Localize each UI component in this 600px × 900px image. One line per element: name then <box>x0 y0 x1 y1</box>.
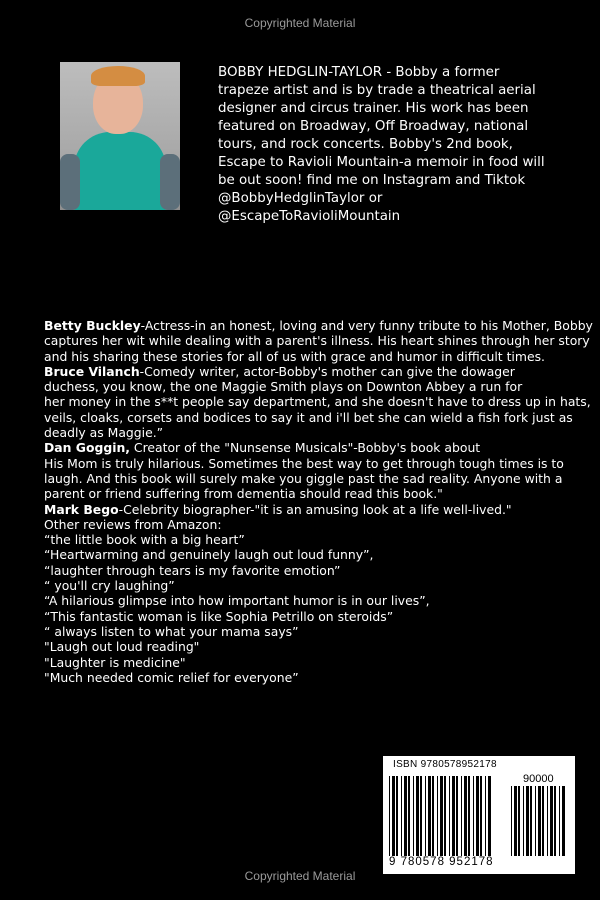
bio-line: trapeze artist and is by trade a theatrical aerial <box>218 83 536 98</box>
review-text: -Comedy writer, actor-Bobby's mother can give the dowager <box>139 363 515 379</box>
bio-line: @BobbyHedglinTaylor or <box>218 191 383 206</box>
barcode-bar <box>416 776 419 856</box>
review-line <box>44 471 564 486</box>
barcode-bar <box>562 786 565 856</box>
review-line <box>44 456 564 471</box>
review-text: Other reviews from Amazon: <box>44 516 222 532</box>
reviewer-name: Bruce Vilanch <box>44 363 140 379</box>
review-text: parent or friend suffering from dementia should read this book." <box>44 486 443 502</box>
review-text: "Much needed comic relief for everyone” <box>44 669 299 685</box>
review-text: “the little book with a big heart” <box>44 532 245 548</box>
review-text: “laughter through tears is my favorite emotion” <box>44 562 341 578</box>
photo-shirt <box>74 132 166 210</box>
barcode-bar <box>485 776 486 856</box>
bio-line: be out soon! find me on Instagram and Tiktok <box>218 173 526 188</box>
review-text: her money in the s**t people say department, and she doesn't have to dress up in hats, <box>44 394 591 410</box>
barcode-bar <box>452 776 455 856</box>
bio-line: Escape to Ravioli Mountain-a memoir in food will <box>218 155 545 170</box>
barcode-bar <box>468 776 470 856</box>
review-line <box>44 379 564 394</box>
reviews-section <box>44 318 593 685</box>
review-line <box>44 563 564 578</box>
barcode-bar <box>404 776 407 856</box>
review-line <box>44 394 591 410</box>
review-line <box>44 364 564 379</box>
review-text: veils, cloaks, corsets and bodices to say it and i'll bet she can wield a fish fork just as <box>44 409 573 425</box>
review-line <box>44 609 564 624</box>
review-text: His Mom is truly hilarious. Sometimes the best way to get through tough times is to <box>44 455 564 471</box>
barcode-bar <box>437 776 438 856</box>
barcode-bar <box>530 786 532 856</box>
review-line <box>44 486 564 501</box>
barcode-addon-number: 90000 <box>523 773 554 785</box>
barcode-bar <box>428 776 431 856</box>
barcode-bar <box>456 776 458 856</box>
review-line <box>44 502 564 517</box>
photo-arm-left <box>60 154 80 210</box>
review-text: Creator of the "Nunsense Musicals"-Bobby's book about <box>129 440 481 456</box>
reviewer-name: Betty Buckley <box>44 318 141 333</box>
copyright-watermark-bottom: Copyrighted Material <box>244 869 356 883</box>
barcode-bar <box>425 776 426 856</box>
review-line <box>44 440 564 455</box>
photo-hair <box>91 66 145 86</box>
review-line <box>44 349 564 364</box>
barcode-bar <box>542 786 544 856</box>
barcode-bar <box>476 776 479 856</box>
review-text: “This fantastic woman is like Sophia Petrillo on steroids” <box>44 608 394 624</box>
barcode-bar <box>550 786 553 856</box>
reviewer-name: Dan Goggin, <box>44 440 130 456</box>
barcode-bar <box>559 786 560 856</box>
barcode-digits: 9 780578 952178 <box>389 856 494 868</box>
review-line <box>44 670 564 685</box>
review-line <box>44 517 564 532</box>
barcode-bar <box>389 776 390 856</box>
barcode-bar <box>511 786 512 856</box>
review-text: “A hilarious glimpse into how important humor is in our lives”, <box>44 593 430 609</box>
review-line <box>44 333 590 349</box>
barcode-bars <box>389 776 493 856</box>
review-text: “Heartwarming and genuinely laugh out loud funny”, <box>44 547 374 563</box>
barcode-bar <box>523 786 524 856</box>
review-text: duchess, you know, the one Maggie Smith plays on Downton Abbey a run for <box>44 379 523 395</box>
review-line <box>44 578 564 593</box>
barcode-bar <box>547 786 548 856</box>
reviewer-name: Mark Bego <box>44 501 119 517</box>
barcode-bar <box>401 776 402 856</box>
barcode-bar <box>488 776 491 856</box>
barcode-bar <box>461 776 462 856</box>
review-line <box>44 639 564 654</box>
bio-line: @EscapeToRavioliMountain <box>218 209 401 224</box>
review-text: and his sharing these stories for all of us with grace and humor in difficult times. <box>44 348 545 364</box>
barcode-bar <box>526 786 529 856</box>
barcode-bar <box>554 786 556 856</box>
bio-line: tours, and rock concerts. Bobby's 2nd book, <box>218 137 513 152</box>
review-line <box>44 425 564 440</box>
review-line <box>44 318 593 333</box>
review-text: "Laughter is medicine" <box>44 654 186 670</box>
barcode-bar <box>432 776 434 856</box>
barcode-bar <box>535 786 536 856</box>
barcode-bar <box>538 786 541 856</box>
bio-line: designer and circus trainer. His work has been <box>218 101 529 116</box>
review-line <box>44 655 564 670</box>
photo-arm-right <box>160 154 180 210</box>
review-text: -Actress-in an honest, loving and very funny tribute to his Mother, Bobby <box>140 318 593 333</box>
bio-line: featured on Broadway, Off Broadway, national <box>218 119 529 134</box>
isbn-barcode <box>383 756 575 874</box>
barcode-bar <box>440 776 443 856</box>
review-text: laugh. And this book will surely make you giggle past the sad reality. Anyone with a <box>44 470 563 486</box>
review-text: "Laugh out loud reading" <box>44 639 200 655</box>
barcode-bar <box>514 786 517 856</box>
review-line <box>44 532 564 547</box>
review-text: -Celebrity biographer-"it is an amusing look at a life well-lived." <box>118 501 512 517</box>
barcode-bar <box>444 776 446 856</box>
barcode-bar <box>518 786 520 856</box>
barcode-bar <box>480 776 482 856</box>
review-line <box>44 624 564 639</box>
review-text: captures her wit while dealing with a parent's illness. His heart shines through her story <box>44 333 590 349</box>
copyright-watermark-top: Copyrighted Material <box>244 16 356 30</box>
barcode-bar <box>413 776 414 856</box>
author-bio <box>218 64 553 226</box>
barcode-bar <box>473 776 474 856</box>
review-line <box>44 593 564 608</box>
barcode-bar <box>396 776 398 856</box>
review-text: “ you'll cry laughing” <box>44 578 175 594</box>
barcode-bar <box>420 776 422 856</box>
barcode-addon-bars <box>511 786 567 856</box>
review-text: deadly as Maggie.” <box>44 425 164 441</box>
barcode-bar <box>449 776 450 856</box>
review-text: “ always listen to what your mama says” <box>44 623 299 639</box>
barcode-bar <box>392 776 395 856</box>
barcode-bar <box>408 776 410 856</box>
review-line <box>44 547 564 562</box>
barcode-bar <box>464 776 467 856</box>
review-line <box>44 409 573 425</box>
bio-line: BOBBY HEDGLIN-TAYLOR - Bobby a former <box>218 65 500 80</box>
author-photo <box>60 62 180 210</box>
isbn-label: ISBN 9780578952178 <box>393 759 497 770</box>
